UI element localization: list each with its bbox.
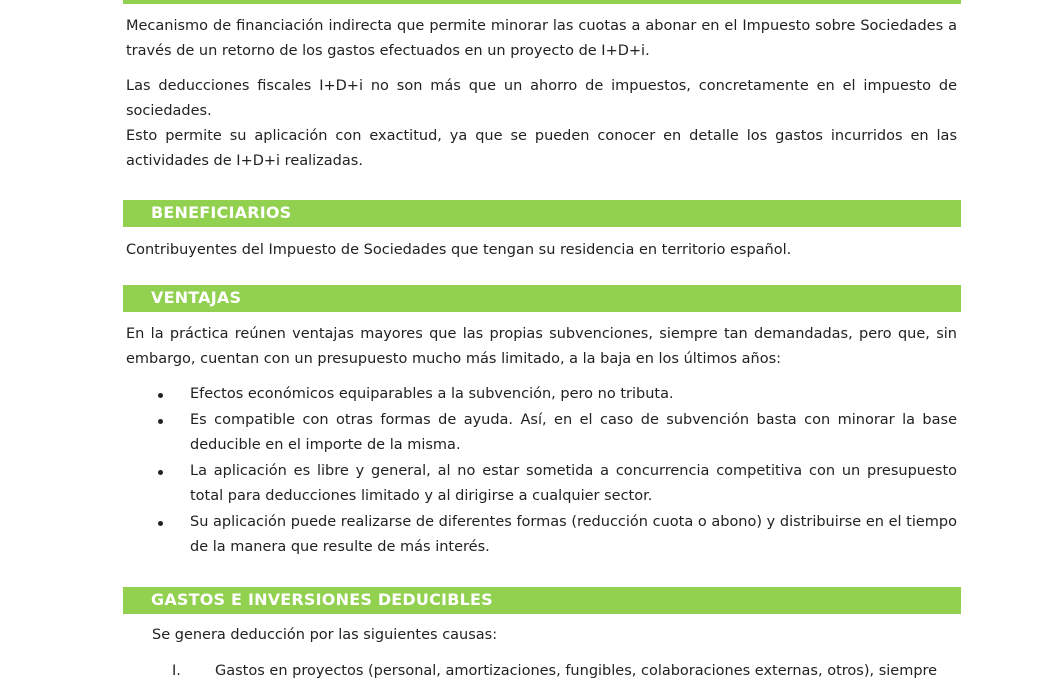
- list-item: Es compatible con otras formas de ayuda. Así, en el caso de subvención basta con minorar la base deducible en el importe de la misma.: [126, 408, 957, 459]
- beneficiarios-text: Contribuyentes del Impuesto de Sociedades que tengan su residencia en territorio español.: [126, 242, 792, 258]
- section-header-ventajas: [123, 285, 961, 312]
- intro-paragraph-3: Esto permite su aplicación con exactitud, ya que se pueden conocer en detalle los gastos incurridos en las actividades de I+D+i realizadas.: [126, 128, 957, 169]
- item-number: I.: [172, 663, 181, 679]
- ventajas-list: [126, 382, 957, 561]
- section-title: BENEFICIARIOS: [151, 203, 292, 222]
- gastos-intro: Se genera deducción por las siguientes causas:: [152, 627, 498, 643]
- list-item: La aplicación es libre y general, al no estar sometida a concurrencia competitiva con un presupuesto total para deducciones limitado y al dirigirse a cualquier sector.: [126, 459, 957, 510]
- gastos-item-1: [172, 659, 957, 684]
- intro-paragraph-2: Las deducciones fiscales I+D+i no son más que un ahorro de impuestos, concretamente en el impuesto de sociedades.: [126, 78, 957, 119]
- section-title: GASTOS E INVERSIONES DEDUCIBLES: [151, 590, 493, 609]
- bullet-icon: [158, 393, 163, 398]
- bullet-icon: [158, 470, 163, 475]
- intro-paragraph-1: Mecanismo de financiación indirecta que permite minorar las cuotas a abonar en el Impuesto sobre Sociedades a través de un retorno de los gastos efectuados en un proyecto de I+D+i.: [126, 18, 957, 59]
- top-section-bar: [123, 0, 961, 4]
- list-item: Su aplicación puede realizarse de diferentes formas (reducción cuota o abono) y distribuirse en el tiempo de la manera que resulte de más interés.: [126, 510, 957, 561]
- bullet-icon: [158, 419, 163, 424]
- item-text: Gastos en proyectos (personal, amortizaciones, fungibles, colaboraciones externas, otros), siempre: [215, 663, 938, 679]
- bullet-icon: [158, 521, 163, 526]
- ventajas-intro: En la práctica reúnen ventajas mayores que las propias subvenciones, siempre tan demandadas, pero que, sin embargo, cuentan con un presupuesto mucho más limitado, a la baja en los últimos años:: [126, 326, 957, 367]
- section-title: VENTAJAS: [151, 288, 242, 307]
- section-header-beneficiarios: [123, 200, 961, 227]
- list-item: Efectos económicos equiparables a la subvención, pero no tributa.: [126, 382, 957, 408]
- section-header-gastos: [123, 587, 961, 614]
